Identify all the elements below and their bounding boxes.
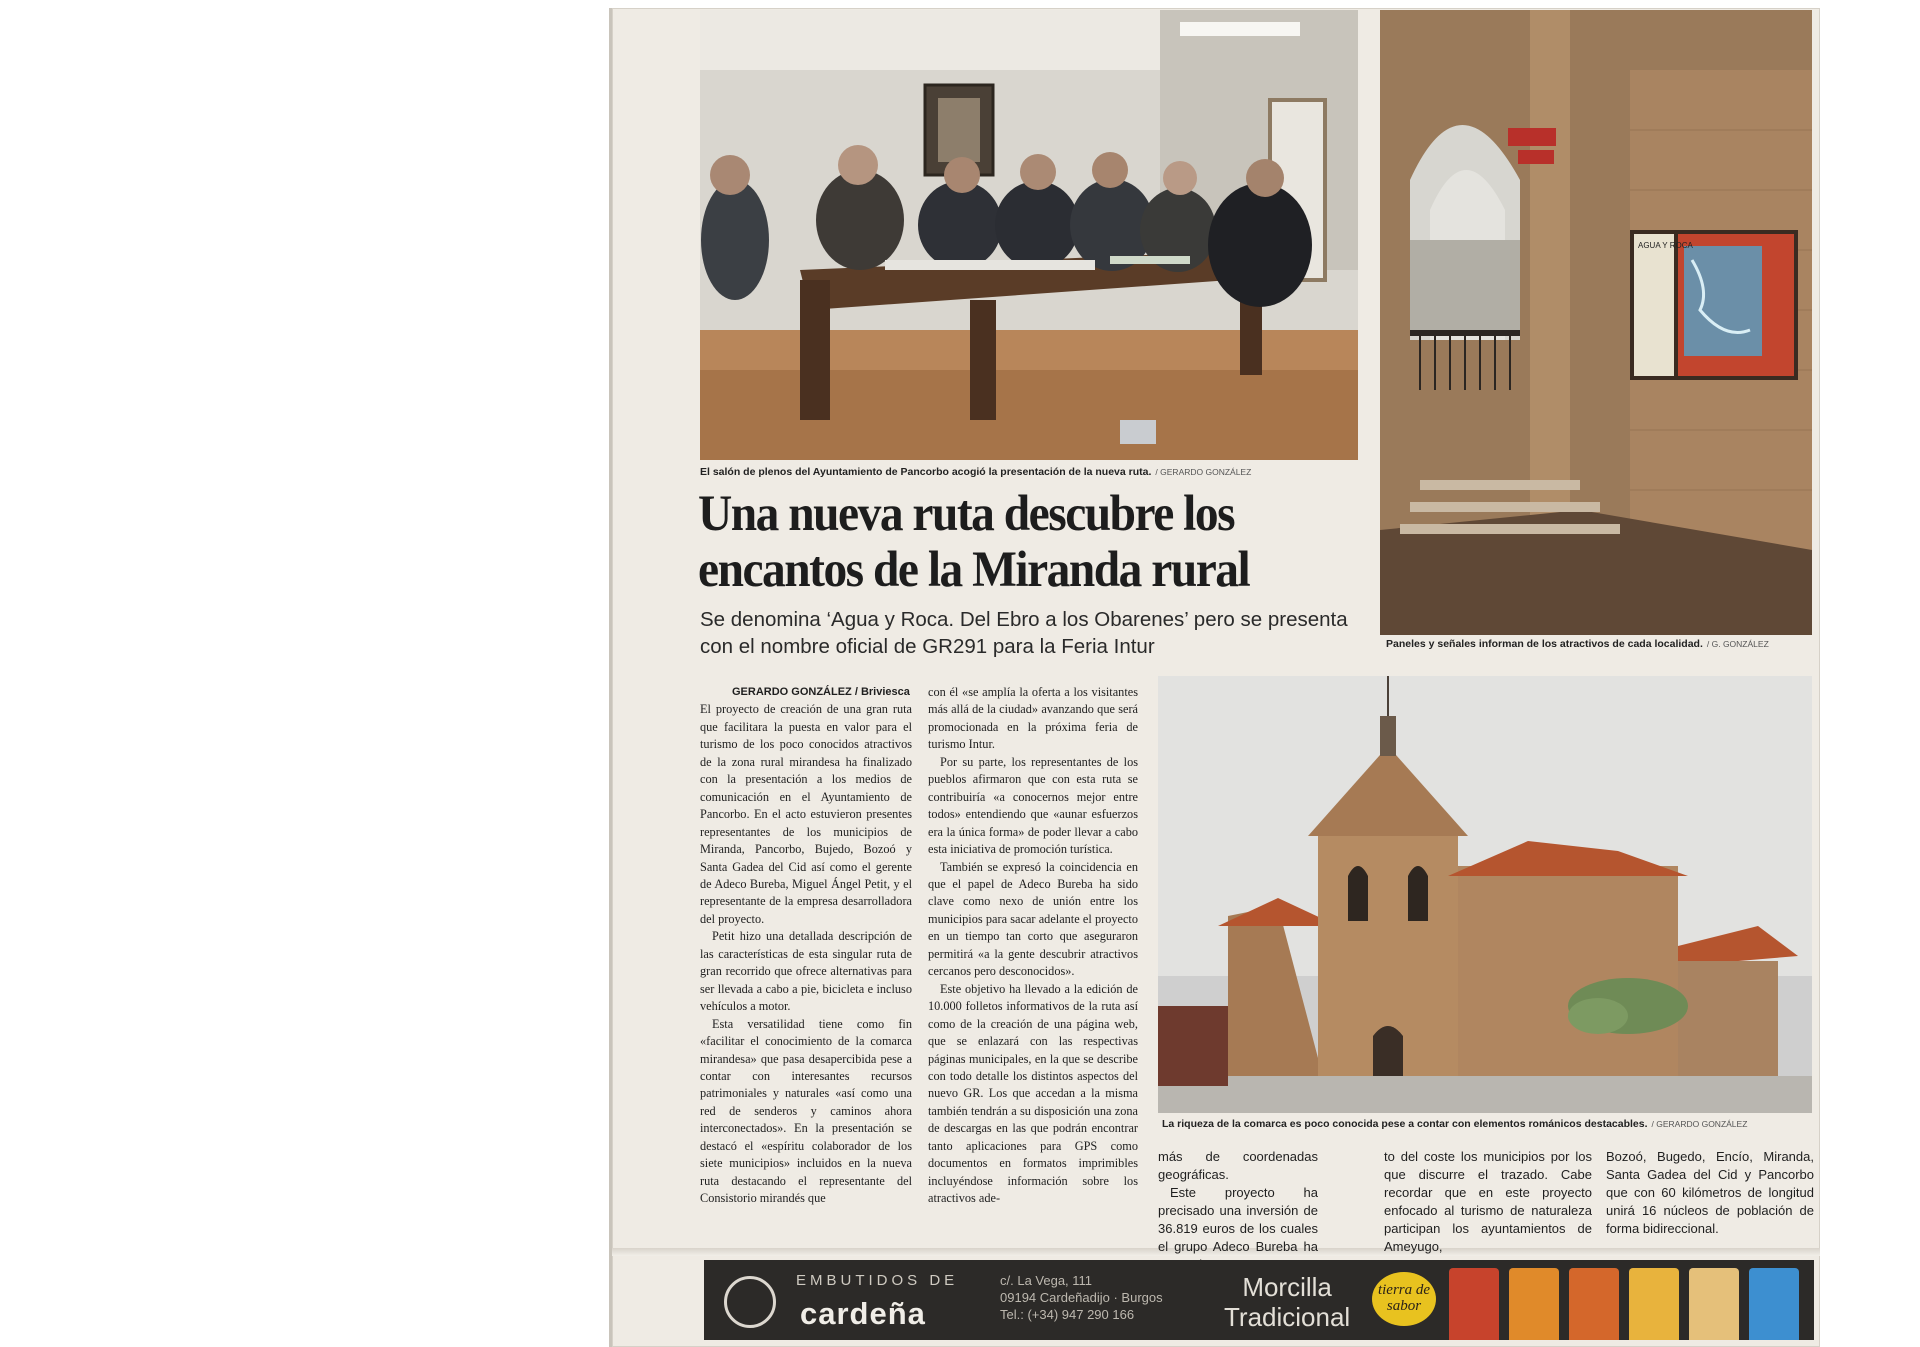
paragraph: Petit hizo una detallada descripción de las características de esta singular ruta de gran recorrido que ofrece alternativas para ser llevada a cabo a pie, bicicleta e incluso vehículos a motor. — [700, 929, 912, 1014]
brand-logo-icon — [724, 1276, 776, 1328]
photo-credit: / G. GONZÁLEZ — [1706, 639, 1769, 649]
product-pack-icon — [1689, 1268, 1739, 1340]
subtitle: Se denomina ‘Agua y Roca. Del Ebro a los Obarenes’ pero se presenta con el nombre oficial de GR291 para la Feria Intur — [700, 608, 1348, 658]
sign-title-text: AGUA Y ROCA — [1638, 241, 1693, 250]
paragraph: to del coste los municipios por los que discurre el trazado. Cabe recordar que en este proyecto enfocado al turismo de naturaleza participan los ayuntamientos de Ameyugo, — [1384, 1149, 1592, 1254]
caption-text: La riqueza de la comarca es poco conocida pese a contar con elementos románicos destacables. — [1162, 1118, 1648, 1130]
ad-address: c/. La Vega, 111 09194 Cardeñadijo · Burgos Tel.: (+34) 947 290 166 — [1000, 1273, 1163, 1322]
article-column-2 — [928, 684, 1138, 1208]
product-pack-icon — [1629, 1268, 1679, 1340]
meeting-photo — [700, 10, 1358, 460]
meeting-photo-caption — [700, 466, 1251, 478]
cardena-advertisement — [704, 1260, 1814, 1340]
product-pack-icon — [1749, 1268, 1799, 1340]
caption-text: Paneles y señales informan de los atractivos de cada localidad. — [1386, 638, 1703, 650]
product-pack-icon — [1449, 1268, 1499, 1340]
caption-text: El salón de plenos del Ayuntamiento de Pancorbo acogió la presentación de la nueva ruta. — [700, 466, 1152, 478]
paragraph: El proyecto de creación de una gran ruta que facilitara la puesta en valor para el turismo de los poco conocidos atractivos de la zona rural mirandesa ha finalizado con la presentación a los medios de comunicación en el Ayuntamiento de Pancorbo. En el acto estuvieron presentes representantes de los municipios de Miranda, Pancorbo, Bujedo, Bozoó y Santa Gadea del Cid así como el gerente de Adeco Bureba, Miguel Ángel Petit, y el representante de la empresa desarrolladora del proyecto. — [700, 702, 912, 926]
arcade-photo — [1380, 10, 1812, 635]
ad-embutidos-text: EMBUTIDOS DE — [796, 1272, 959, 1289]
paragraph: más de coordenadas geográficas. — [1158, 1149, 1318, 1182]
photo-credit: / GERARDO GONZÁLEZ — [1651, 1119, 1748, 1129]
article-column-1 — [700, 684, 912, 1208]
paragraph: Bozoó, Bugedo, Encío, Miranda, Santa Gadea del Cid y Pancorbo que con 60 kilómetros de longitud unirá 16 núcleos de población de forma bidireccional. — [1606, 1149, 1814, 1236]
ad-product-name: Morcilla Tradicional — [1224, 1272, 1351, 1332]
paragraph: Este proyecto ha precisado una inversión de 36.819 euros de los cuales el grupo Adeco Bureba ha — [1158, 1185, 1318, 1254]
article-column-4 — [1384, 1148, 1592, 1256]
paragraph: con él «se amplía la oferta a los visitantes más allá de la ciudad» avanzando que será promocionada en la próxima feria de turismo Intur. — [928, 685, 1138, 752]
product-pack-icon — [1509, 1268, 1559, 1340]
tierra-de-sabor-seal: tierra de sabor — [1372, 1272, 1436, 1326]
paragraph: Este objetivo ha llevado a la edición de 10.000 folletos informativos de la ruta así como de la creación de una página web, que se enlazará con las respectivas páginas municipales, en la que se describe con todo detalle los distintos aspectos del nuevo GR. Los que accedan a la misma también tendrán a su disposición una zona de descargas en las que podrán encontrar tanto aplicaciones para GPS como documentos en formatos imprimibles incluyéndose información sobre los atractivos ade- — [928, 981, 1138, 1206]
article-column-5 — [1606, 1148, 1814, 1238]
arcade-photo-caption — [1386, 638, 1769, 650]
photo-credit: / GERARDO GONZÁLEZ — [1155, 467, 1252, 477]
paragraph: Esta versatilidad tiene como fin «facilitar el conocimiento de la comarca mirandesa» que pasa desapercibida pese a contar con interesantes recursos patrimoniales y naturales «así como una red de senderos y caminos ahora interconectados». En la presentación se destacó el «espíritu colaborador de los siete municipios» incluidos en la nueva ruta destacando el representante del Consistorio mirandés que — [700, 1016, 912, 1206]
headline: Una nueva ruta descubre los encantos de la Miranda rural — [698, 486, 1250, 598]
ad-brand-name: cardeña — [800, 1296, 926, 1331]
church-photo-caption — [1162, 1118, 1747, 1130]
product-pack-icon — [1569, 1268, 1619, 1340]
paragraph: Por su parte, los representantes de los pueblos afirmaron que con esta ruta se contribuiría «a conocernos mejor entre todos» entendiendo que «aunar esfuerzos era la única forma» de poder llevar a cabo esta iniciativa de promoción turística. — [928, 754, 1138, 857]
church-photo — [1158, 676, 1812, 1113]
paragraph: También se expresó la coincidencia en que el papel de Adeco Bureba ha sido clave como nexo de unión entre los municipios para sacar adelante el proyecto en un tiempo tan corto que aseguraron permitirá «a la gente descubrir atractivos cercanos pero desconocidos». — [928, 859, 1138, 979]
byline: GERARDO GONZÁLEZ / Briviesca — [732, 686, 910, 698]
